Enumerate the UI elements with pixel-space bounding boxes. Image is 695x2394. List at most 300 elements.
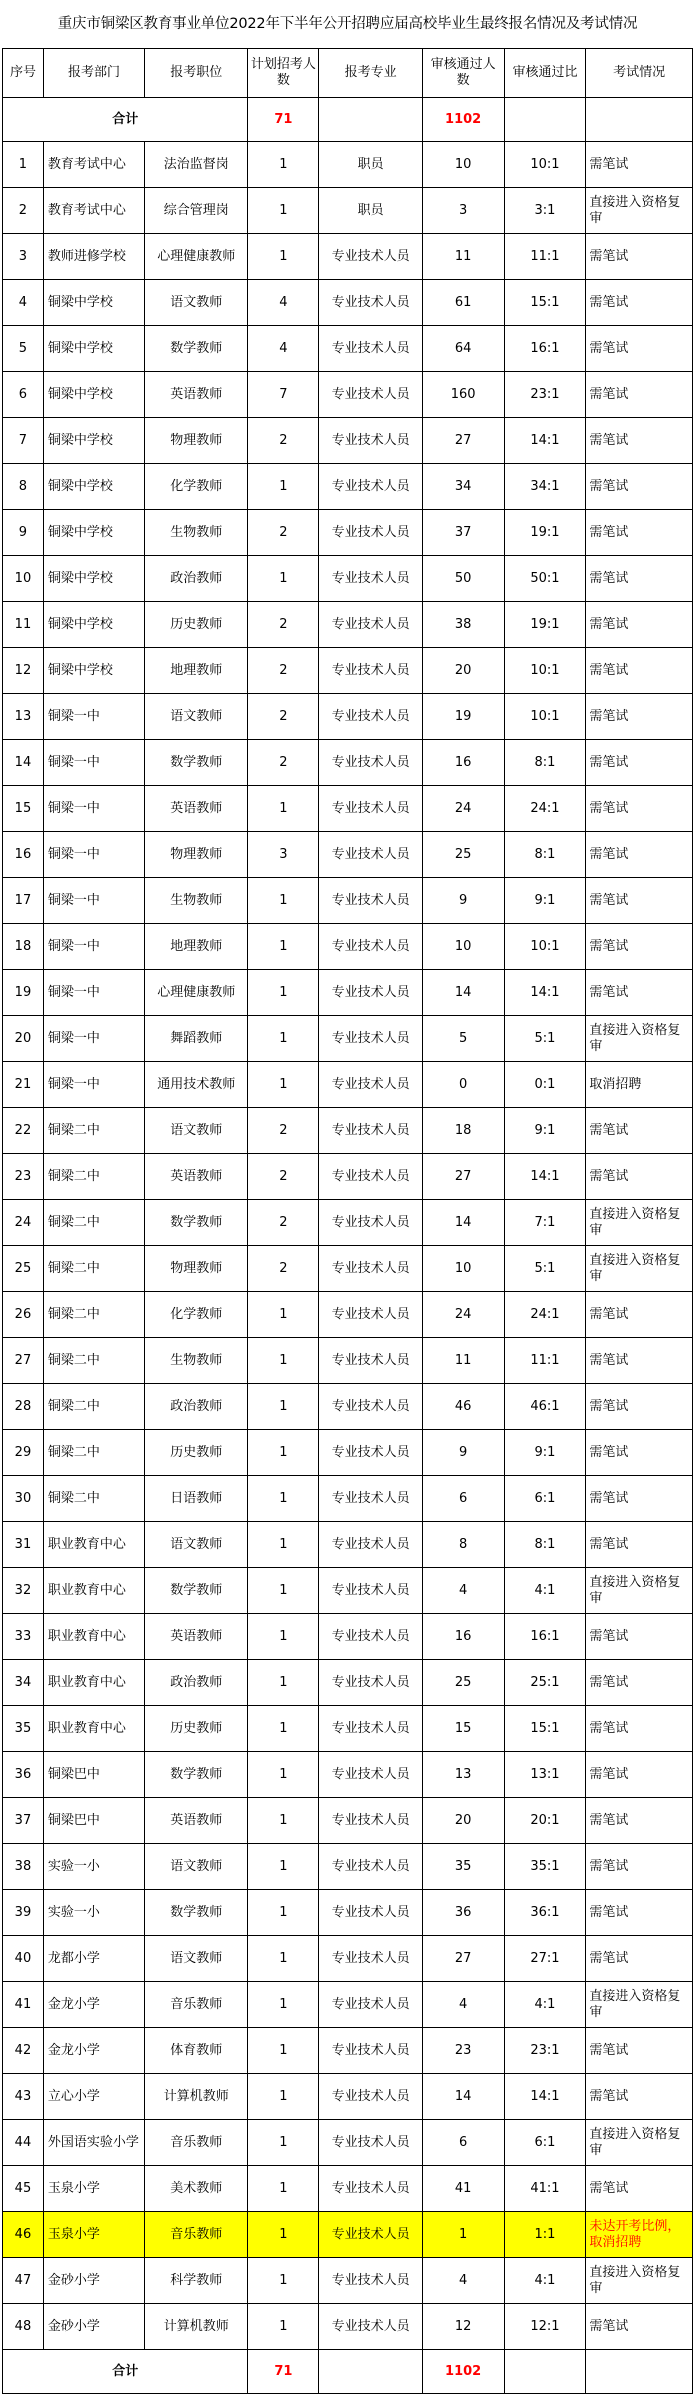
cell-index: 31 [3,1522,44,1568]
cell-pass-ratio: 4:1 [504,1982,586,2028]
cell-major: 专业技术人员 [319,1246,422,1292]
cell-major: 专业技术人员 [319,1568,422,1614]
cell-passed-count: 41 [422,2166,504,2212]
cell-passed-count: 16 [422,1614,504,1660]
cell-plan-count: 2 [248,510,319,556]
cell-position: 历史教师 [145,602,248,648]
cell-passed-count: 35 [422,1844,504,1890]
cell-plan-count: 2 [248,648,319,694]
cell-exam-status: 需笔试 [586,142,693,188]
cell-passed-count: 20 [422,1798,504,1844]
cell-plan-count: 1 [248,2212,319,2258]
cell-passed-count: 27 [422,1154,504,1200]
cell-major: 专业技术人员 [319,1522,422,1568]
cell-position: 英语教师 [145,372,248,418]
cell-department: 铜梁二中 [43,1338,144,1384]
cell-pass-ratio: 20:1 [504,1798,586,1844]
cell-plan-count: 2 [248,1154,319,1200]
cell-department: 铜梁二中 [43,1108,144,1154]
cell-plan-count: 1 [248,1844,319,1890]
cell-major: 专业技术人员 [319,1062,422,1108]
cell-department: 教育考试中心 [43,142,144,188]
cell-passed-count: 19 [422,694,504,740]
cell-position: 数学教师 [145,740,248,786]
cell-exam-status: 直接进入资格复审 [586,1246,693,1292]
cell-major: 专业技术人员 [319,1614,422,1660]
cell-major: 专业技术人员 [319,1936,422,1982]
cell-index: 3 [3,234,44,280]
cell-passed-count: 4 [422,1568,504,1614]
cell-index: 1 [3,142,44,188]
cell-plan-count: 2 [248,1246,319,1292]
cell-index: 22 [3,1108,44,1154]
cell-major: 专业技术人员 [319,234,422,280]
table-row [3,924,693,970]
cell-index: 21 [3,1062,44,1108]
cell-exam-status: 直接进入资格复审 [586,1016,693,1062]
cell-department: 铜梁一中 [43,694,144,740]
table-row [3,1568,693,1614]
cell-index: 19 [3,970,44,1016]
cell-major: 专业技术人员 [319,1660,422,1706]
cell-pass-ratio: 25:1 [504,1660,586,1706]
cell-position: 数学教师 [145,326,248,372]
cell-index: 5 [3,326,44,372]
cell-major: 专业技术人员 [319,602,422,648]
cell-position: 政治教师 [145,556,248,602]
cell-department: 铜梁一中 [43,1016,144,1062]
cell-passed-count: 36 [422,1890,504,1936]
cell-department: 玉泉小学 [43,2212,144,2258]
cell-plan-count: 7 [248,372,319,418]
cell-pass-ratio: 13:1 [504,1752,586,1798]
table-row [3,464,693,510]
table-row [3,142,693,188]
cell-department: 外国语实验小学 [43,2120,144,2166]
cell-passed-count: 24 [422,786,504,832]
cell-position: 数学教师 [145,1568,248,1614]
cell-exam-status: 需笔试 [586,878,693,924]
cell-plan-count: 1 [248,1522,319,1568]
cell-passed-count: 3 [422,188,504,234]
cell-major: 专业技术人员 [319,2028,422,2074]
summary-row-bottom [3,2350,693,2394]
cell-department: 铜梁中学校 [43,602,144,648]
cell-exam-status: 需笔试 [586,2074,693,2120]
cell-plan-count: 1 [248,1706,319,1752]
cell-position: 通用技术教师 [145,1062,248,1108]
table-row [3,2166,693,2212]
cell-exam-status: 直接进入资格复审 [586,2120,693,2166]
cell-plan-count: 1 [248,188,319,234]
table-row [3,602,693,648]
cell-exam-status: 需笔试 [586,1108,693,1154]
cell-department: 铜梁二中 [43,1430,144,1476]
cell-index: 43 [3,2074,44,2120]
summary-blank [586,98,693,142]
cell-index: 6 [3,372,44,418]
cell-index: 45 [3,2166,44,2212]
cell-major: 专业技术人员 [319,2120,422,2166]
cell-index: 47 [3,2258,44,2304]
cell-pass-ratio: 46:1 [504,1384,586,1430]
cell-plan-count: 1 [248,924,319,970]
cell-exam-status: 需笔试 [586,2028,693,2074]
cell-department: 铜梁中学校 [43,372,144,418]
cell-index: 13 [3,694,44,740]
cell-position: 语文教师 [145,280,248,326]
table-row [3,878,693,924]
cell-index: 44 [3,2120,44,2166]
cell-plan-count: 4 [248,280,319,326]
cell-passed-count: 23 [422,2028,504,2074]
cell-plan-count: 1 [248,1660,319,1706]
header-passed-count: 审核通过人数 [422,49,504,98]
cell-department: 铜梁二中 [43,1154,144,1200]
cell-department: 铜梁一中 [43,740,144,786]
cell-exam-status: 需笔试 [586,602,693,648]
cell-major: 职员 [319,142,422,188]
table-row [3,2028,693,2074]
table-row [3,740,693,786]
cell-index: 34 [3,1660,44,1706]
cell-plan-count: 1 [248,1062,319,1108]
cell-department: 铜梁一中 [43,970,144,1016]
cell-exam-status: 直接进入资格复审 [586,1200,693,1246]
cell-exam-status: 需笔试 [586,2166,693,2212]
cell-department: 金砂小学 [43,2258,144,2304]
cell-passed-count: 14 [422,970,504,1016]
summary-blank [504,98,586,142]
cell-passed-count: 14 [422,1200,504,1246]
cell-major: 专业技术人员 [319,1752,422,1798]
cell-position: 心理健康教师 [145,234,248,280]
cell-position: 语文教师 [145,1522,248,1568]
table-row [3,1384,693,1430]
table-row [3,418,693,464]
cell-pass-ratio: 24:1 [504,786,586,832]
cell-department: 职业教育中心 [43,1568,144,1614]
cell-department: 金龙小学 [43,1982,144,2028]
cell-passed-count: 61 [422,280,504,326]
cell-plan-count: 1 [248,2074,319,2120]
summary-label: 合计 [3,98,248,142]
table-row [3,1936,693,1982]
cell-major: 职员 [319,188,422,234]
table-row [3,1200,693,1246]
cell-position: 物理教师 [145,1246,248,1292]
cell-major: 专业技术人员 [319,740,422,786]
cell-department: 职业教育中心 [43,1706,144,1752]
summary-blank [319,2350,422,2394]
cell-position: 物理教师 [145,832,248,878]
page-title: 重庆市铜梁区教育事业单位2022年下半年公开招聘应届高校毕业生最终报名情况及考试情况 [57,16,638,32]
cell-exam-status: 需笔试 [586,1476,693,1522]
cell-index: 24 [3,1200,44,1246]
cell-pass-ratio: 4:1 [504,1568,586,1614]
cell-major: 专业技术人员 [319,1476,422,1522]
cell-index: 16 [3,832,44,878]
cell-plan-count: 1 [248,1476,319,1522]
cell-exam-status: 需笔试 [586,1430,693,1476]
cell-exam-status: 需笔试 [586,234,693,280]
cell-pass-ratio: 8:1 [504,832,586,878]
cell-pass-ratio: 50:1 [504,556,586,602]
cell-index: 12 [3,648,44,694]
cell-major: 专业技术人员 [319,1016,422,1062]
table-row [3,1706,693,1752]
cell-exam-status: 需笔试 [586,1292,693,1338]
cell-major: 专业技术人员 [319,1338,422,1384]
cell-department: 玉泉小学 [43,2166,144,2212]
cell-position: 生物教师 [145,1338,248,1384]
cell-pass-ratio: 11:1 [504,234,586,280]
cell-exam-status: 需笔试 [586,694,693,740]
cell-index: 30 [3,1476,44,1522]
cell-passed-count: 11 [422,234,504,280]
cell-position: 音乐教师 [145,2120,248,2166]
table-row [3,1292,693,1338]
table-row [3,372,693,418]
cell-exam-status: 需笔试 [586,786,693,832]
cell-major: 专业技术人员 [319,1798,422,1844]
cell-department: 铜梁巴中 [43,1798,144,1844]
cell-position: 法治监督岗 [145,142,248,188]
cell-pass-ratio: 9:1 [504,878,586,924]
header-pass-ratio: 审核通过比 [504,49,586,98]
cell-pass-ratio: 35:1 [504,1844,586,1890]
cell-position: 政治教师 [145,1660,248,1706]
cell-exam-status: 需笔试 [586,2304,693,2350]
cell-pass-ratio: 3:1 [504,188,586,234]
cell-passed-count: 6 [422,1476,504,1522]
table-row [3,1614,693,1660]
cell-plan-count: 2 [248,1108,319,1154]
table-row [3,832,693,878]
cell-exam-status: 需笔试 [586,1752,693,1798]
cell-passed-count: 24 [422,1292,504,1338]
cell-index: 36 [3,1752,44,1798]
cell-department: 铜梁中学校 [43,556,144,602]
cell-pass-ratio: 5:1 [504,1016,586,1062]
cell-exam-status: 需笔试 [586,556,693,602]
cell-passed-count: 34 [422,464,504,510]
cell-exam-status: 需笔试 [586,740,693,786]
cell-department: 铜梁二中 [43,1384,144,1430]
cell-exam-status: 需笔试 [586,970,693,1016]
cell-plan-count: 1 [248,2120,319,2166]
cell-index: 18 [3,924,44,970]
cell-major: 专业技术人员 [319,372,422,418]
cell-department: 实验一小 [43,1844,144,1890]
cell-index: 48 [3,2304,44,2350]
cell-pass-ratio: 6:1 [504,2120,586,2166]
cell-index: 4 [3,280,44,326]
cell-position: 地理教师 [145,648,248,694]
cell-department: 金龙小学 [43,2028,144,2074]
cell-pass-ratio: 9:1 [504,1108,586,1154]
cell-position: 英语教师 [145,1614,248,1660]
cell-department: 铜梁中学校 [43,464,144,510]
cell-passed-count: 5 [422,1016,504,1062]
cell-plan-count: 2 [248,418,319,464]
cell-plan-count: 1 [248,556,319,602]
cell-exam-status: 需笔试 [586,464,693,510]
cell-pass-ratio: 12:1 [504,2304,586,2350]
cell-passed-count: 25 [422,832,504,878]
cell-passed-count: 1 [422,2212,504,2258]
cell-position: 日语教师 [145,1476,248,1522]
cell-department: 教育考试中心 [43,188,144,234]
cell-plan-count: 1 [248,786,319,832]
table-row [3,280,693,326]
cell-department: 铜梁巴中 [43,1752,144,1798]
header-department: 报考部门 [43,49,144,98]
cell-plan-count: 1 [248,878,319,924]
cell-major: 专业技术人员 [319,2258,422,2304]
cell-major: 专业技术人员 [319,1430,422,1476]
cell-plan-count: 1 [248,2258,319,2304]
cell-position: 历史教师 [145,1706,248,1752]
cell-position: 物理教师 [145,418,248,464]
cell-department: 铜梁一中 [43,878,144,924]
cell-major: 专业技术人员 [319,1890,422,1936]
cell-plan-count: 1 [248,2304,319,2350]
cell-index: 46 [3,2212,44,2258]
cell-department: 教师进修学校 [43,234,144,280]
cell-exam-status: 需笔试 [586,1338,693,1384]
cell-plan-count: 1 [248,1384,319,1430]
cell-position: 心理健康教师 [145,970,248,1016]
cell-pass-ratio: 8:1 [504,1522,586,1568]
cell-position: 英语教师 [145,1798,248,1844]
cell-exam-status: 直接进入资格复审 [586,2258,693,2304]
cell-plan-count: 1 [248,1982,319,2028]
cell-exam-status: 需笔试 [586,1614,693,1660]
cell-major: 专业技术人员 [319,2212,422,2258]
cell-passed-count: 50 [422,556,504,602]
cell-plan-count: 1 [248,1798,319,1844]
cell-exam-status: 需笔试 [586,372,693,418]
cell-pass-ratio: 23:1 [504,2028,586,2074]
cell-index: 2 [3,188,44,234]
cell-pass-ratio: 5:1 [504,1246,586,1292]
cell-plan-count: 2 [248,1200,319,1246]
cell-major: 专业技术人员 [319,556,422,602]
cell-position: 数学教师 [145,1200,248,1246]
cell-pass-ratio: 7:1 [504,1200,586,1246]
cell-pass-ratio: 11:1 [504,1338,586,1384]
cell-pass-ratio: 10:1 [504,648,586,694]
cell-exam-status: 需笔试 [586,1522,693,1568]
cell-pass-ratio: 9:1 [504,1430,586,1476]
cell-exam-status: 需笔试 [586,1660,693,1706]
cell-major: 专业技术人员 [319,1292,422,1338]
cell-exam-status: 需笔试 [586,1706,693,1752]
cell-position: 计算机教师 [145,2304,248,2350]
cell-position: 数学教师 [145,1890,248,1936]
table-row [3,648,693,694]
cell-major: 专业技术人员 [319,464,422,510]
cell-pass-ratio: 36:1 [504,1890,586,1936]
cell-pass-ratio: 41:1 [504,2166,586,2212]
summary-label: 合计 [3,2350,248,2394]
table-row [3,2304,693,2350]
cell-major: 专业技术人员 [319,2074,422,2120]
cell-plan-count: 1 [248,464,319,510]
table-row [3,510,693,556]
cell-position: 科学教师 [145,2258,248,2304]
cell-exam-status: 需笔试 [586,418,693,464]
summary-row-top [3,98,693,142]
cell-passed-count: 37 [422,510,504,556]
table-row [3,2258,693,2304]
cell-passed-count: 0 [422,1062,504,1108]
cell-department: 龙都小学 [43,1936,144,1982]
cell-plan-count: 1 [248,1890,319,1936]
cell-position: 美术教师 [145,2166,248,2212]
cell-position: 音乐教师 [145,2212,248,2258]
cell-position: 语文教师 [145,1108,248,1154]
cell-passed-count: 10 [422,924,504,970]
cell-major: 专业技术人员 [319,924,422,970]
cell-index: 25 [3,1246,44,1292]
cell-position: 生物教师 [145,878,248,924]
cell-exam-status: 需笔试 [586,1890,693,1936]
cell-pass-ratio: 14:1 [504,418,586,464]
cell-position: 音乐教师 [145,1982,248,2028]
cell-major: 专业技术人员 [319,1982,422,2028]
cell-pass-ratio: 15:1 [504,280,586,326]
summary-plan-total: 71 [248,98,319,142]
cell-pass-ratio: 0:1 [504,1062,586,1108]
cell-major: 专业技术人员 [319,786,422,832]
cell-plan-count: 1 [248,1016,319,1062]
cell-department: 铜梁二中 [43,1200,144,1246]
cell-plan-count: 1 [248,234,319,280]
cell-passed-count: 27 [422,418,504,464]
cell-passed-count: 27 [422,1936,504,1982]
cell-department: 职业教育中心 [43,1522,144,1568]
cell-passed-count: 10 [422,1246,504,1292]
cell-exam-status: 需笔试 [586,510,693,556]
cell-pass-ratio: 34:1 [504,464,586,510]
cell-department: 铜梁中学校 [43,418,144,464]
cell-pass-ratio: 24:1 [504,1292,586,1338]
cell-position: 生物教师 [145,510,248,556]
cell-department: 铜梁二中 [43,1476,144,1522]
cell-index: 40 [3,1936,44,1982]
cell-department: 铜梁二中 [43,1292,144,1338]
summary-passed-total: 1102 [422,2350,504,2394]
cell-plan-count: 1 [248,1292,319,1338]
header-exam-status: 考试情况 [586,49,693,98]
cell-pass-ratio: 14:1 [504,970,586,1016]
cell-pass-ratio: 6:1 [504,1476,586,1522]
cell-department: 铜梁一中 [43,1062,144,1108]
cell-department: 铜梁一中 [43,832,144,878]
cell-position: 舞蹈教师 [145,1016,248,1062]
cell-index: 11 [3,602,44,648]
table-row [3,1890,693,1936]
recruitment-table [2,48,693,2394]
cell-index: 33 [3,1614,44,1660]
cell-department: 铜梁一中 [43,786,144,832]
cell-index: 39 [3,1890,44,1936]
cell-passed-count: 18 [422,1108,504,1154]
cell-position: 语文教师 [145,694,248,740]
cell-position: 体育教师 [145,2028,248,2074]
